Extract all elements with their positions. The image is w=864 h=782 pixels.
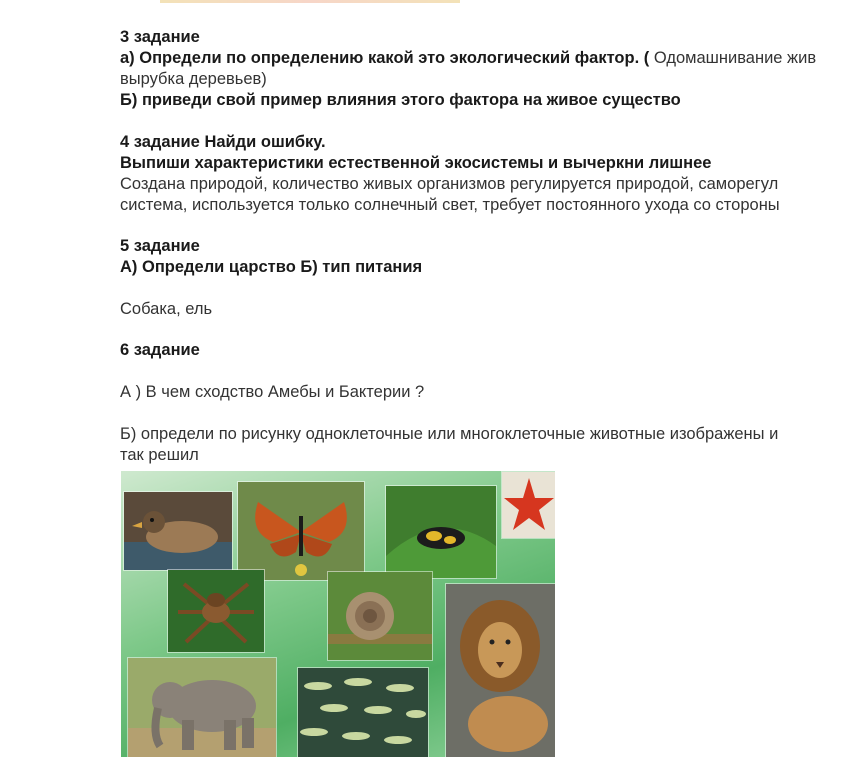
frog-icon bbox=[385, 485, 497, 579]
lion-icon bbox=[445, 583, 555, 757]
starfish-icon bbox=[501, 471, 555, 539]
task3-question-a-cont: вырубка деревьев) bbox=[120, 70, 267, 88]
elephant-icon bbox=[127, 657, 277, 757]
task3-question-a bbox=[120, 48, 816, 68]
task4-text-line1: Создана природой, количество живых организмов регулируется природой, саморегул bbox=[120, 175, 779, 193]
task4-heading: 4 задание Найди ошибку. bbox=[120, 133, 326, 151]
task3-heading: 3 задание bbox=[120, 28, 200, 46]
task5-items: Собака, ель bbox=[120, 300, 213, 318]
task3-question-b: Б) приведи свой пример влияния этого фактора на живое существо bbox=[120, 91, 681, 109]
animals-collage bbox=[121, 471, 555, 757]
snail-icon bbox=[327, 571, 433, 661]
task5-heading: 5 задание bbox=[120, 237, 200, 255]
fish-school-icon bbox=[297, 667, 429, 757]
task6-question-a: А ) В чем сходство Амебы и Бактерии ? bbox=[120, 383, 425, 401]
spider-icon bbox=[167, 569, 265, 653]
task5-question: А) Определи царство Б) тип питания bbox=[120, 258, 423, 276]
task3-question-a-normal: Одомашнивание жив bbox=[649, 49, 817, 67]
butterfly-icon bbox=[237, 481, 365, 581]
task4-instruction: Выпиши характеристики естественной экосистемы и вычеркни лишнее bbox=[120, 154, 712, 172]
task6-question-b-line1: Б) определи по рисунку одноклеточные или многоклеточные животные изображены и bbox=[120, 425, 779, 443]
duck-icon bbox=[123, 491, 233, 571]
task4-text-line2: система, используется только солнечный свет, требует постоянного ухода со стороны bbox=[120, 196, 780, 214]
task6-heading: 6 задание bbox=[120, 341, 200, 359]
task3-question-a-bold: а) Определи по определению какой это экологический фактор. ( bbox=[120, 49, 650, 67]
task6-question-b-line2: так решил bbox=[120, 446, 199, 464]
